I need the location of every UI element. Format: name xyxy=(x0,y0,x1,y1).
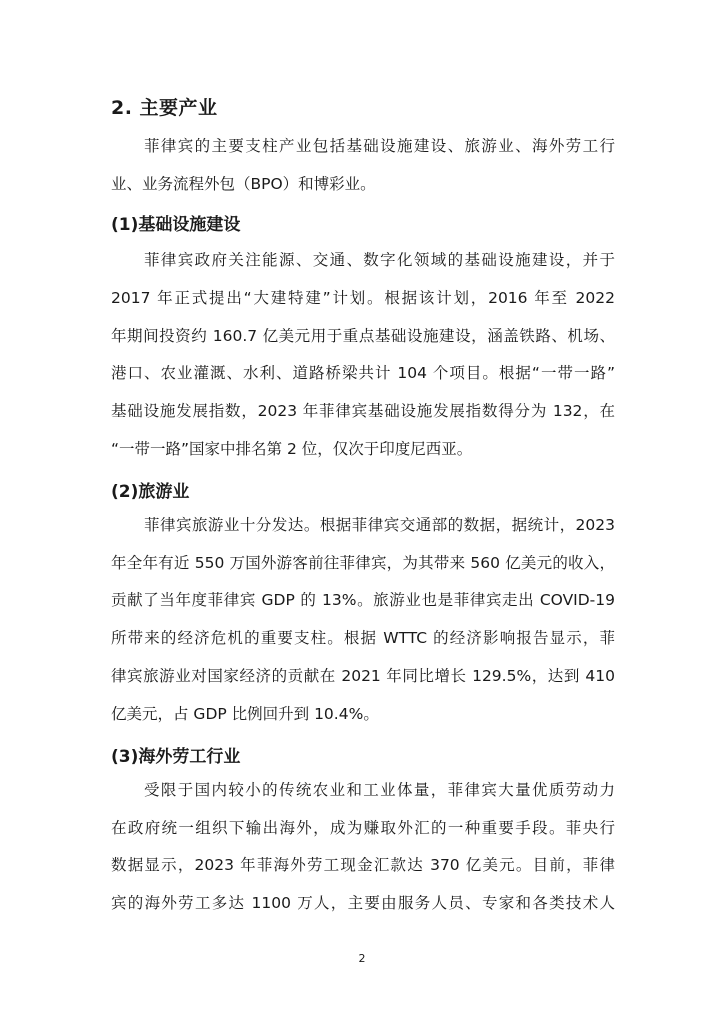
paragraph-line: 律宾旅游业对国家经济的贡献在 2021 年同比增长 129.5%，达到 410 xyxy=(111,667,615,685)
paragraph-line: 菲律宾旅游业十分发达。根据菲律宾交通部的数据，据统计，2023 xyxy=(144,516,615,534)
paragraph-line: 基础设施发展指数，2023 年菲律宾基础设施发展指数得分为 132，在 xyxy=(111,402,615,420)
paragraph-line: “一带一路”国家中排名第 2 位，仅次于印度尼西亚。 xyxy=(111,440,473,458)
section-title: 2. 主要产业 xyxy=(111,97,218,119)
paragraph-line: 数据显示，2023 年菲海外劳工现金汇款达 370 亿美元。目前，菲律 xyxy=(111,856,615,874)
paragraph-line: 年期间投资约 160.7 亿美元用于重点基础设施建设，涵盖铁路、机场、 xyxy=(111,327,615,345)
intro-line: 业、业务流程外包（BPO）和博彩业。 xyxy=(111,175,376,193)
paragraph-line: 2017 年正式提出“大建特建”计划。根据该计划，2016 年至 2022 xyxy=(111,289,615,307)
subsection-heading-tourism: (2)旅游业 xyxy=(111,482,190,502)
subsection-heading-infrastructure: (1)基础设施建设 xyxy=(111,215,241,235)
intro-line: 菲律宾的主要支柱产业包括基础设施建设、旅游业、海外劳工行 xyxy=(144,137,615,155)
paragraph-line: 年全年有近 550 万国外游客前往菲律宾，为其带来 560 亿美元的收入， xyxy=(111,554,615,572)
paragraph-line: 贡献了当年度菲律宾 GDP 的 13%。旅游业也是菲律宾走出 COVID-19 xyxy=(111,591,615,609)
paragraph-line: 菲律宾政府关注能源、交通、数字化领域的基础设施建设，并于 xyxy=(144,251,615,269)
paragraph-line: 所带来的经济危机的重要支柱。根据 WTTC 的经济影响报告显示，菲 xyxy=(111,629,615,647)
paragraph-line: 亿美元，占 GDP 比例回升到 10.4%。 xyxy=(111,705,379,723)
paragraph-line: 港口、农业灌溉、水利、道路桥梁共计 104 个项目。根据“一带一路” xyxy=(111,364,615,382)
paragraph-line: 宾的海外劳工多达 1100 万人，主要由服务人员、专家和各类技术人 xyxy=(111,894,615,912)
paragraph-line: 在政府统一组织下输出海外，成为赚取外汇的一种重要手段。菲央行 xyxy=(111,819,615,837)
paragraph-line: 受限于国内较小的传统农业和工业体量，菲律宾大量优质劳动力 xyxy=(144,781,615,799)
subsection-heading-overseas-labor: (3)海外劳工行业 xyxy=(111,747,241,767)
page-number: 2 xyxy=(358,952,366,965)
